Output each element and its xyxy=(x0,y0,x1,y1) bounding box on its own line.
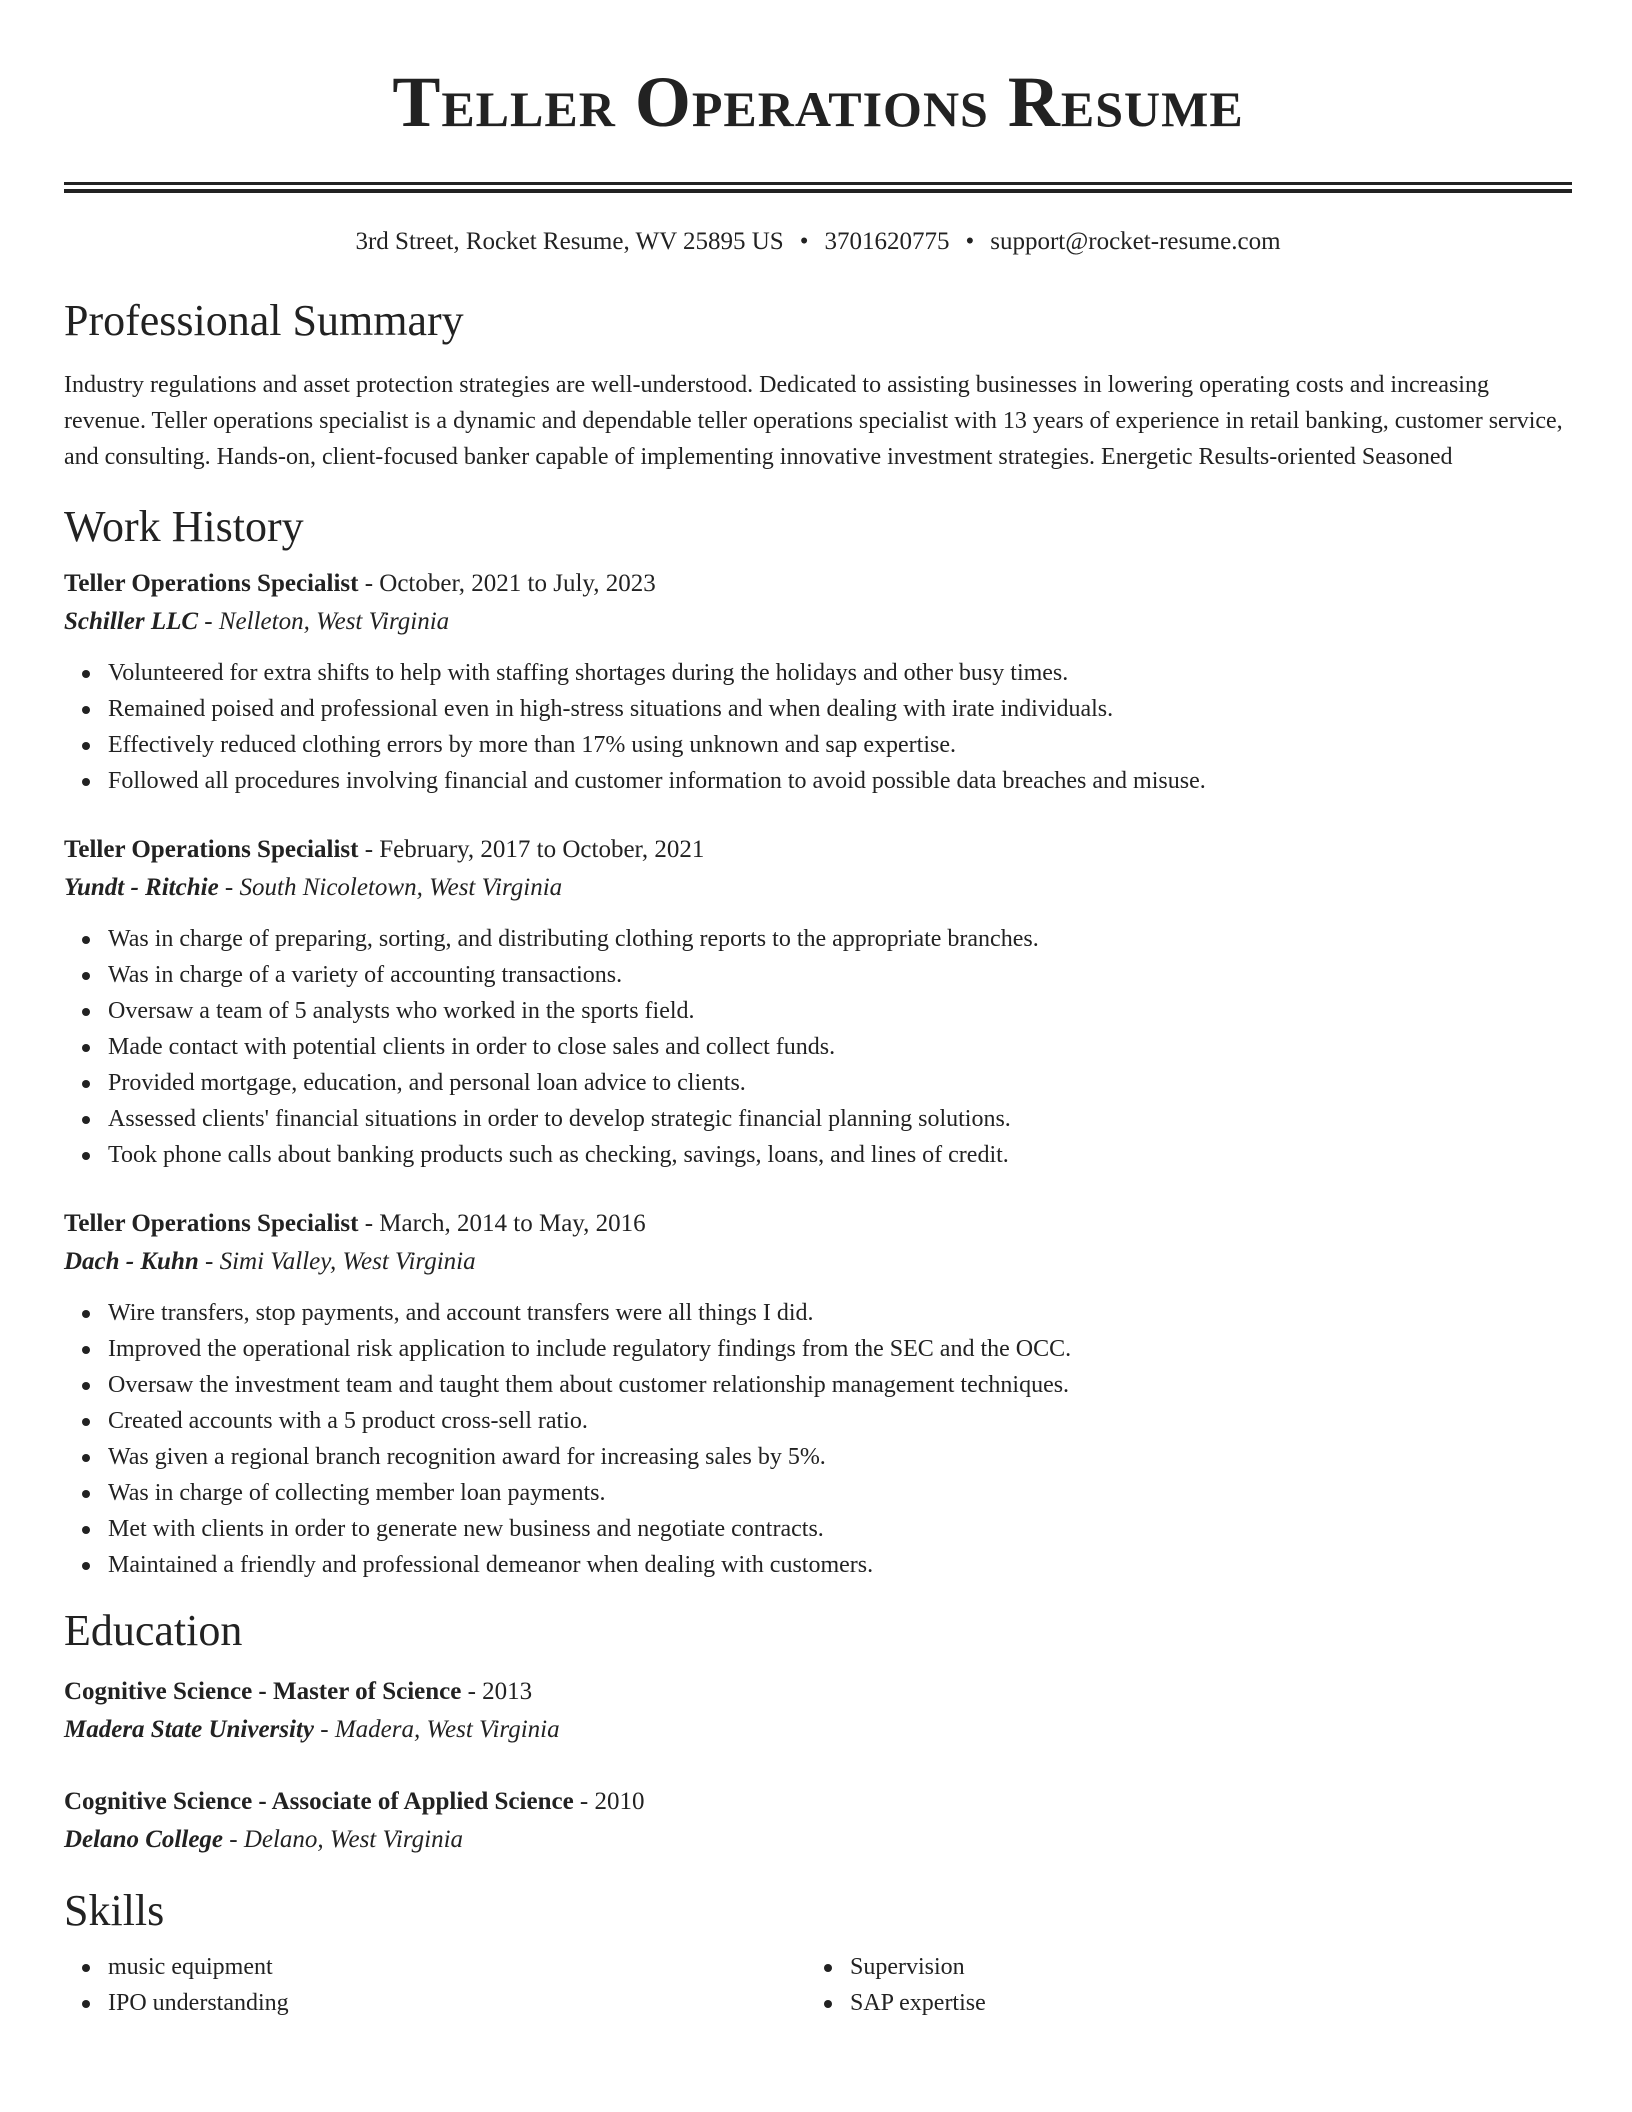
job-entry xyxy=(64,1205,1572,1583)
list-item: Wire transfers, stop payments, and account transfers were all things I did. xyxy=(108,1295,1572,1331)
job-entry xyxy=(64,565,1572,799)
education-location: - Delano, West Virginia xyxy=(223,1826,464,1853)
education-entry xyxy=(64,1673,1572,1749)
education-school: Madera State University xyxy=(64,1716,314,1743)
job-employer-line xyxy=(64,603,1572,641)
list-item: Remained poised and professional even in high-stress situations and when dealing with irate individuals. xyxy=(108,691,1572,727)
education-year: - 2013 xyxy=(461,1678,533,1705)
job-role: Teller Operations Specialist xyxy=(64,836,359,863)
skill-item: IPO understanding xyxy=(108,1985,806,2021)
job-employer-line xyxy=(64,1243,1572,1281)
list-item: Maintained a friendly and professional demeanor when dealing with customers. xyxy=(108,1547,1572,1583)
list-item: Was in charge of preparing, sorting, and distributing clothing reports to the appropriate branches. xyxy=(108,921,1572,957)
job-employer: Schiller LLC xyxy=(64,608,199,635)
education-location: - Madera, West Virginia xyxy=(314,1716,560,1743)
job-employer: Yundt - Ritchie xyxy=(64,874,219,901)
job-duties-list xyxy=(64,1295,1572,1583)
education-school-line xyxy=(64,1821,1572,1859)
section-heading-work-history: Work History xyxy=(64,502,304,551)
list-item: Took phone calls about banking products such as checking, savings, loans, and lines of credit. xyxy=(108,1137,1572,1173)
list-item: Assessed clients' financial situations in order to develop strategic financial planning solutions. xyxy=(108,1101,1572,1137)
job-entry xyxy=(64,831,1572,1173)
job-role: Teller Operations Specialist xyxy=(64,1210,359,1237)
education-school-line xyxy=(64,1711,1572,1749)
job-employer-line xyxy=(64,869,1572,907)
resume-page xyxy=(64,0,1572,2021)
list-item: Was in charge of a variety of accounting transactions. xyxy=(108,957,1572,993)
list-item: Oversaw a team of 5 analysts who worked in the sports field. xyxy=(108,993,1572,1029)
job-location: - South Nicoletown, West Virginia xyxy=(218,874,563,901)
section-heading-summary: Professional Summary xyxy=(64,296,464,345)
job-duties-list xyxy=(64,655,1572,799)
list-item: Volunteered for extra shifts to help with staffing shortages during the holidays and other busy times. xyxy=(108,655,1572,691)
skill-item: music equipment xyxy=(108,1949,806,1985)
list-item: Oversaw the investment team and taught them about customer relationship management techniques. xyxy=(108,1367,1572,1403)
job-title-line xyxy=(64,831,1572,869)
education-degree: Cognitive Science - Master of Science xyxy=(64,1678,462,1705)
contact-separator: • xyxy=(799,228,809,255)
list-item: Effectively reduced clothing errors by more than 17% using unknown and sap expertise. xyxy=(108,727,1572,763)
contact-email: support@rocket-resume.com xyxy=(990,228,1281,255)
job-location: - Nelleton, West Virginia xyxy=(198,608,450,635)
job-dates: - October, 2021 to July, 2023 xyxy=(358,570,656,597)
education-year: - 2010 xyxy=(573,1788,645,1815)
education-school: Delano College xyxy=(64,1826,224,1853)
job-title-line xyxy=(64,565,1572,603)
summary-text: Industry regulations and asset protection strategies are well-understood. Dedicated to assisting businesses in lowering operating costs and increasing revenue. Teller operations specialist is a dynamic and dependable teller operations specialist with 13 years of experience in retail banking, customer service, and consulting. Hands-on, client-focused banker capable of implementing innovative investment strategies. Energetic Results-oriented Seasoned xyxy=(64,372,1563,470)
skill-item: SAP expertise xyxy=(850,1985,1548,2021)
job-location: - Simi Valley, West Virginia xyxy=(198,1248,476,1275)
list-item: Made contact with potential clients in order to close sales and collect funds. xyxy=(108,1029,1572,1065)
list-item: Followed all procedures involving financial and customer information to avoid possible data breaches and misuse. xyxy=(108,763,1572,799)
education-degree-line xyxy=(64,1673,1572,1711)
skills-column-right xyxy=(806,1949,1548,2021)
resume-title: Teller Operations Resume xyxy=(392,62,1244,142)
title-divider xyxy=(64,182,1572,193)
skills-list xyxy=(64,1949,1572,2021)
education-degree: Cognitive Science - Associate of Applied Science xyxy=(64,1788,574,1815)
education-degree-line xyxy=(64,1783,1572,1821)
job-employer: Dach - Kuhn xyxy=(64,1248,199,1275)
job-dates: - February, 2017 to October, 2021 xyxy=(358,836,705,863)
section-heading-education: Education xyxy=(64,1606,243,1655)
education-entry xyxy=(64,1783,1572,1859)
job-dates: - March, 2014 to May, 2016 xyxy=(358,1210,646,1237)
job-title-line xyxy=(64,1205,1572,1243)
skills-column-left xyxy=(64,1949,806,2021)
section-heading-skills: Skills xyxy=(64,1886,165,1935)
list-item: Was in charge of collecting member loan payments. xyxy=(108,1475,1572,1511)
contact-address: 3rd Street, Rocket Resume, WV 25895 US xyxy=(355,228,784,255)
job-role: Teller Operations Specialist xyxy=(64,570,359,597)
job-duties-list xyxy=(64,921,1572,1173)
contact-separator: • xyxy=(965,228,975,255)
list-item: Provided mortgage, education, and personal loan advice to clients. xyxy=(108,1065,1572,1101)
contact-line xyxy=(64,227,1572,257)
skill-item: Supervision xyxy=(850,1949,1548,1985)
list-item: Improved the operational risk application to include regulatory findings from the SEC and the OCC. xyxy=(108,1331,1572,1367)
list-item: Created accounts with a 5 product cross-sell ratio. xyxy=(108,1403,1572,1439)
contact-phone: 3701620775 xyxy=(824,228,950,255)
list-item: Was given a regional branch recognition award for increasing sales by 5%. xyxy=(108,1439,1572,1475)
list-item: Met with clients in order to generate new business and negotiate contracts. xyxy=(108,1511,1572,1547)
